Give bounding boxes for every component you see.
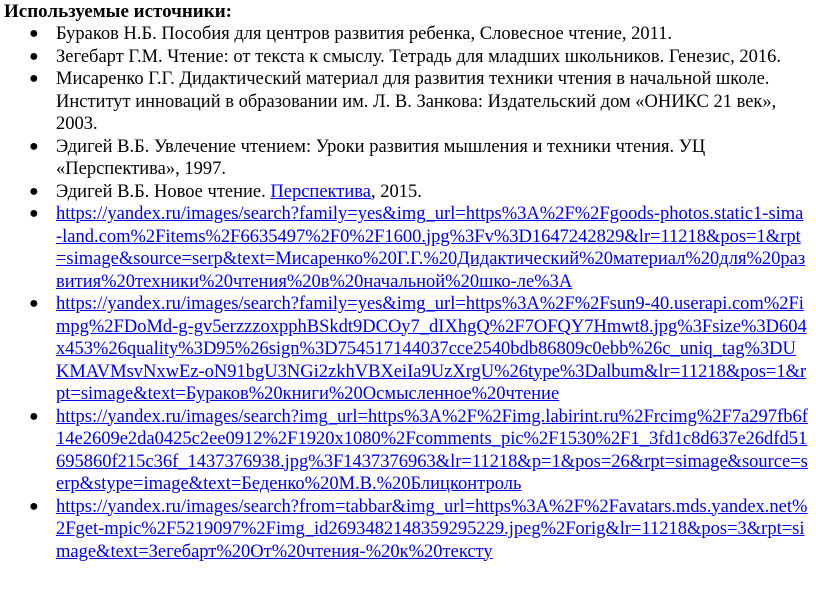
bullet-icon: ●	[29, 47, 39, 65]
bullet-icon: ●	[29, 70, 39, 87]
source-url-link[interactable]: https://yandex.ru/images/search?family=yes&img_url=https%3A%2F%2Fsun9-40.userapi.com%2Fimpg%2FDoMd-g-gv5erzzzoxpphBSkdt9DCOy7_dIXhgQ%2F7OFQY7Hmwt8.jpg%3Fsize%3D604x453%26quality%3D95%26sign%3D754517144037cce2540bdb86809c0ebb%26c_uniq_tag%3DUKMAVMsvNxwEz-oN91bgU3NGi2zkhVBXeiIa9UzXrgU%26type%3Dalbum&lr=11218&pos=1&rpt=simage&text=Бураков%20книги%20Осмысленное%20чтение	[56, 294, 807, 404]
publisher-link[interactable]: Перспектива	[270, 181, 371, 202]
source-text-after-link: , 2015.	[370, 181, 422, 202]
sources-heading: Используемые источники:	[4, 1, 232, 22]
source-item	[4, 293, 808, 406]
source-text: Эдигей В.Б. Увлечение чтением: Уроки развития мышления и техники чтения. УЦ «Перспектива», 1997.	[56, 136, 706, 179]
source-url-link[interactable]: https://yandex.ru/images/search?img_url=https%3A%2F%2Fimg.labirint.ru%2Frcimg%2F7a297fb6f14e2609e2da0425c2ee0912%2F1920x1080%2Fcomments_pic%2F1530%2F1_3fd1c8d637e26dfd51695860f215c36f_1437376938.jpg%3F1437376963&lr=11218&p=1&pos=26&rpt=simage&source=serp&stype=image&text=Беденко%20М.В.%20Блицконтроль	[56, 406, 808, 494]
source-url-link[interactable]: https://yandex.ru/images/search?from=tabbar&img_url=https%3A%2F%2Favatars.mds.yandex.net%2Fget-mpic%2F5219097%2Fimg_id2693482148359295229.jpeg%2Forig&lr=11218&pos=3&rpt=simage&text=Зегебарт%20От%20чтения-%20к%20тексту	[56, 496, 808, 562]
source-item	[4, 181, 808, 204]
bullet-icon: ●	[29, 295, 39, 312]
bullet-icon: ●	[29, 497, 39, 515]
source-item	[4, 406, 808, 496]
source-item	[4, 46, 808, 69]
bullet-icon: ●	[29, 205, 39, 222]
source-item	[4, 23, 808, 46]
source-text-before-link: Эдигей В.Б. Новое чтение.	[56, 181, 271, 202]
source-text: Зегебарт Г.М. Чтение: от текста к смыслу. Тетрадь для младших школьников. Генезис, 2016.	[56, 46, 781, 67]
source-text: Мисаренко Г.Г. Дидактический материал для развития техники чтения в начальной школе. Институт инноваций в образовании им. Л. В. Занкова: Издательский дом «ОНИКС 21 век», 2003.	[56, 69, 777, 134]
source-item	[4, 68, 808, 136]
bullet-icon: ●	[29, 407, 39, 425]
source-item	[4, 136, 808, 181]
source-text: Бураков Н.Б. Пособия для центров развития ребенка, Словесное чтение, 2011.	[56, 24, 673, 44]
bullet-icon: ●	[29, 182, 39, 200]
source-url-link[interactable]: https://yandex.ru/images/search?family=yes&img_url=https%3A%2F%2Fgoods-photos.static1-sima-land.com%2Fitems%2F6635497%2F0%2F1600.jpg%3Fv%3D1647242829&lr=11218&pos=1&rpt=simage&source=serp&text=Мисаренко%20Г.Г.%20Дидактический%20материал%20для%20развития%20техники%20чтения%20в%20начальной%20шко-ле%3A	[56, 204, 806, 292]
bullet-icon: ●	[29, 137, 39, 155]
source-item	[4, 496, 808, 564]
source-item	[4, 203, 808, 293]
sources-list	[4, 23, 808, 563]
bullet-icon: ●	[29, 25, 39, 42]
